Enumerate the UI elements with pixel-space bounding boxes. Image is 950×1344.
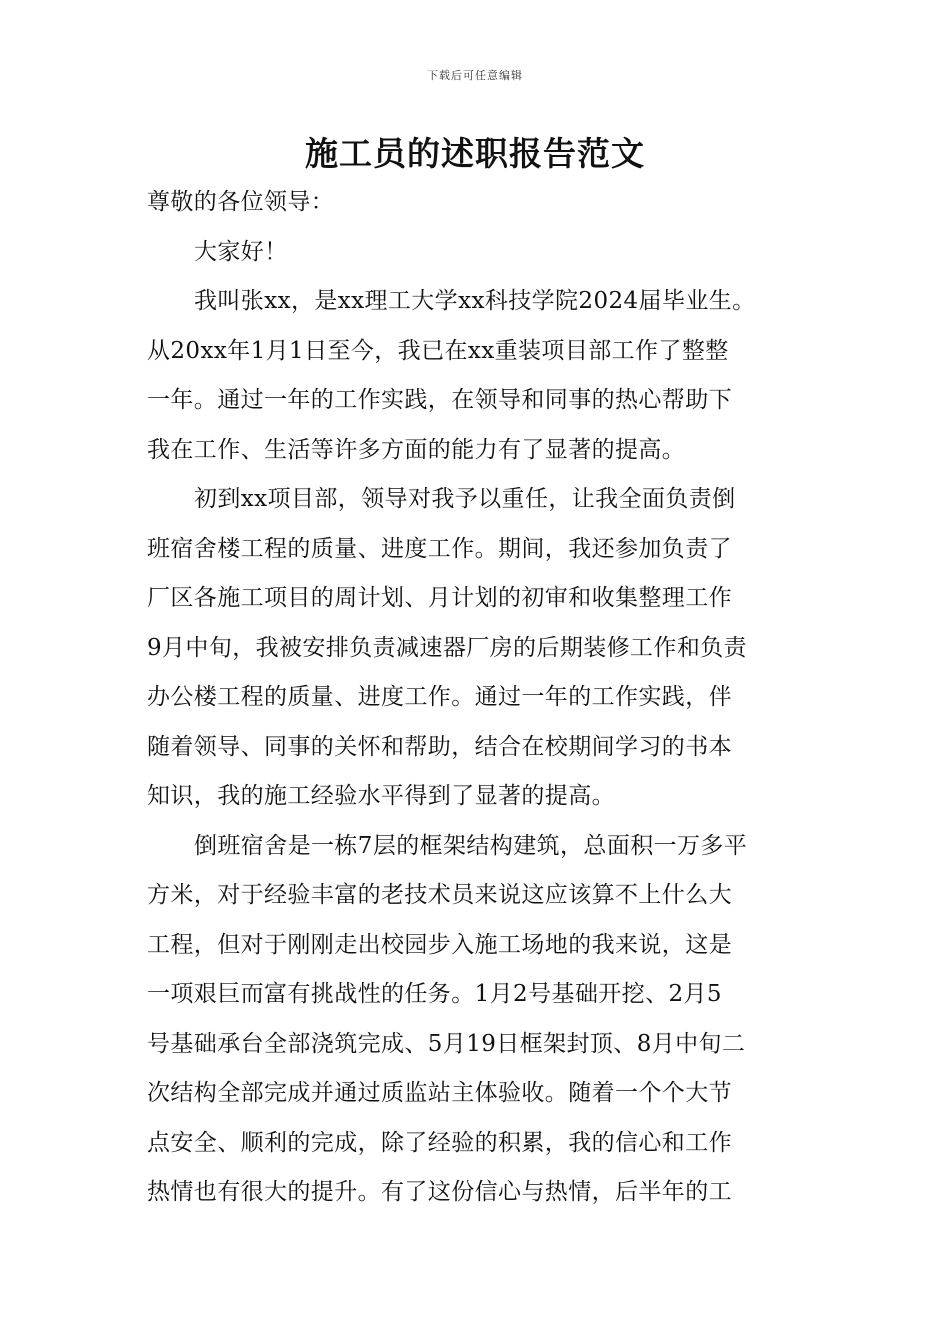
paragraph-line: 方米，对于经验丰富的老技术员来说这应该算不上什么大 <box>147 882 732 908</box>
greeting-line: 大家好！ <box>194 238 288 265</box>
paragraph-line: 一项艰巨而富有挑战性的任务。1月2号基础开挖、2月5 <box>147 981 722 1007</box>
paragraph-line: 号基础承台全部浇筑完成、5月19日框架封顶、8月中旬二 <box>147 1030 746 1057</box>
paragraph-line: 9月中旬，我被安排负责减速器厂房的后期装修工作和负责 <box>147 634 748 661</box>
paragraph-line: 办公楼工程的质量、进度工作。通过一年的工作实践，伴 <box>147 684 732 710</box>
paragraph-line: 次结构全部完成并通过质监站主体验收。随着一个个大节 <box>147 1080 732 1106</box>
paragraph-line: 我在工作、生活等许多方面的能力有了显著的提高。 <box>147 436 686 463</box>
paragraph-line: 热情也有很大的提升。有了这份信心与热情，后半年的工 <box>147 1179 732 1205</box>
paragraph-line: 随着领导、同事的关怀和帮助，结合在校期间学习的书本 <box>147 733 732 760</box>
paragraph-line: 一年。通过一年的工作实践，在领导和同事的热心帮助下 <box>147 387 732 413</box>
paragraph-line: 倒班宿舍是一栋7层的框架结构建筑，总面积一万多平 <box>194 832 748 859</box>
paragraph-line: 知识，我的施工经验水平得到了显著的提高。 <box>147 783 615 809</box>
document-title: 施工员的述职报告范文 <box>305 134 645 173</box>
paragraph-line: 从20xx年1月1日至今，我已在xx重装项目部工作了整整 <box>147 337 729 364</box>
document-body <box>147 178 807 1218</box>
paragraph-line: 初到xx项目部，领导对我予以重任，让我全面负责倒 <box>194 486 736 512</box>
header-note: 下载后可任意编辑 <box>427 69 523 82</box>
salutation-line: 尊敬的各位领导： <box>147 189 335 215</box>
paragraph-line: 我叫张xx，是xx理工大学xx科技学院2024届毕业生。 <box>194 288 756 314</box>
paragraph-line: 班宿舍楼工程的质量、进度工作。期间，我还参加负责了 <box>147 535 732 562</box>
paragraph-line: 点安全、顺利的完成，除了经验的积累，我的信心和工作 <box>147 1129 732 1156</box>
paragraph-line: 工程，但对于刚刚走出校园步入施工场地的我来说，这是 <box>147 931 732 958</box>
paragraph-line: 厂区各施工项目的周计划、月计划的初审和收集整理工作 <box>147 585 732 611</box>
